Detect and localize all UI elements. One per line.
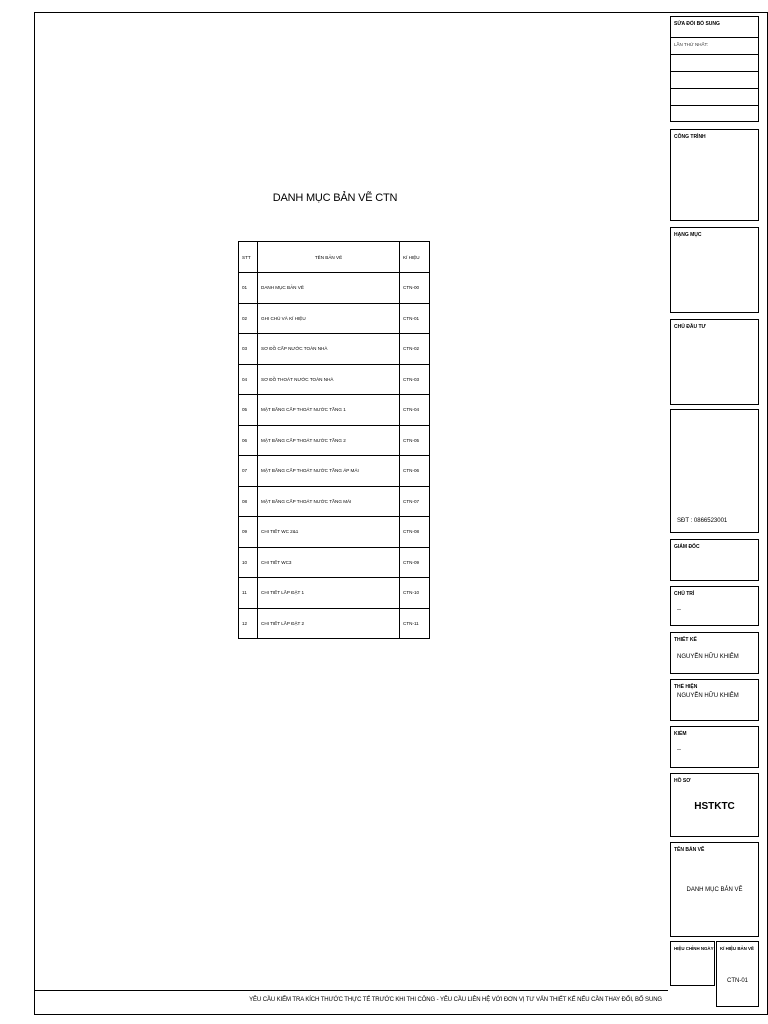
dossier-label: HỒ SƠ bbox=[674, 778, 691, 784]
drafter-box bbox=[670, 679, 759, 721]
header-stt: STT bbox=[239, 242, 258, 273]
row-stt: 06 bbox=[239, 425, 258, 456]
lead-label: CHỦ TRÌ bbox=[674, 591, 695, 597]
phone-number: SĐT : 0866523001 bbox=[677, 518, 728, 524]
project-label: CÔNG TRÌNH bbox=[674, 134, 706, 140]
row-stt: 07 bbox=[239, 456, 258, 487]
table-row bbox=[239, 273, 430, 304]
header-symbol: KÍ HIỆU bbox=[400, 242, 430, 273]
row-name: MẶT BẰNG CẤP THOÁT NƯỚC TẦNG ÁP MÁI bbox=[258, 456, 400, 487]
row-stt: 08 bbox=[239, 486, 258, 517]
bottom-note-strip bbox=[34, 990, 668, 1015]
row-symbol: CTN-03 bbox=[400, 364, 430, 395]
owner-detail-box bbox=[670, 409, 759, 533]
header-name: TÊN BẢN VẼ bbox=[258, 242, 400, 273]
sheet-name-value: DANH MỤC BẢN VẼ bbox=[686, 887, 743, 893]
row-name: CHI TIẾT LẮP ĐẶT 2 bbox=[258, 608, 400, 639]
designer-label: THIẾT KẾ bbox=[674, 637, 697, 643]
row-symbol: CTN-05 bbox=[400, 425, 430, 456]
director-label: GIÁM ĐỐC bbox=[674, 544, 700, 550]
revision-first: LẦN THỨ NHẤT: bbox=[674, 42, 709, 47]
footer-note: YÊU CẦU KIỂM TRA KÍCH THƯỚC THỰC TẾ TRƯỚC KHI THI CÔNG - YÊU CẦU LIÊN HỆ VỚI ĐƠN VỊ TƯ VẤN THIẾT KẾ NẾU CẦN THAY ĐỔI, BỔ SUNG bbox=[249, 997, 662, 1003]
sheet-name-box bbox=[670, 842, 759, 937]
row-stt: 12 bbox=[239, 608, 258, 639]
table-row bbox=[239, 334, 430, 365]
row-stt: 02 bbox=[239, 303, 258, 334]
row-name: SƠ ĐỒ THOÁT NƯỚC TOÀN NHÀ bbox=[258, 364, 400, 395]
lead-box bbox=[670, 586, 759, 626]
project-box bbox=[670, 129, 759, 221]
sheet-code-label: KÍ HIỆU BẢN VẼ bbox=[720, 946, 754, 951]
row-symbol: CTN-00 bbox=[400, 273, 430, 304]
row-name: SƠ ĐỒ CẤP NƯỚC TOÀN NHÀ bbox=[258, 334, 400, 365]
owner-box bbox=[670, 319, 759, 405]
dossier-value: HSTKTC bbox=[694, 801, 735, 812]
row-name: CHI TIẾT WC 2&1 bbox=[258, 517, 400, 548]
director-box bbox=[670, 539, 759, 581]
row-symbol: CTN-10 bbox=[400, 578, 430, 609]
row-symbol: CTN-01 bbox=[400, 303, 430, 334]
drawing-index-table bbox=[238, 241, 430, 639]
sheet-code-value: CTN-01 bbox=[726, 978, 748, 984]
dossier-box bbox=[670, 773, 759, 837]
row-name: CHI TIẾT LẮP ĐẶT 1 bbox=[258, 578, 400, 609]
row-symbol: CTN-07 bbox=[400, 486, 430, 517]
row-stt: 03 bbox=[239, 334, 258, 365]
drafter-label: THỂ HIỆN bbox=[674, 684, 698, 690]
designer-box bbox=[670, 632, 759, 674]
table-row bbox=[239, 364, 430, 395]
row-symbol: CTN-04 bbox=[400, 395, 430, 426]
table-row bbox=[239, 578, 430, 609]
table-row bbox=[239, 303, 430, 334]
table-row bbox=[239, 517, 430, 548]
owner-label: CHỦ ĐẦU TƯ bbox=[674, 324, 706, 330]
checker-box bbox=[670, 726, 759, 768]
row-name: DANH MỤC BẢN VẼ bbox=[258, 273, 400, 304]
row-name: MẶT BẰNG CẤP THOÁT NƯỚC TẦNG 2 bbox=[258, 425, 400, 456]
revision-date-box bbox=[670, 941, 715, 986]
row-symbol: CTN-11 bbox=[400, 608, 430, 639]
table-row bbox=[239, 547, 430, 578]
table-row bbox=[239, 456, 430, 487]
revision-label: SỬA ĐỔI BỔ SUNG bbox=[674, 21, 720, 27]
item-box bbox=[670, 227, 759, 313]
table-row bbox=[239, 395, 430, 426]
lead-value: -- bbox=[677, 607, 681, 613]
checker-label: KIỂM bbox=[674, 731, 687, 737]
row-symbol: CTN-08 bbox=[400, 517, 430, 548]
revision-date-label: HIỆU CHỈNH NGÀY bbox=[674, 946, 714, 951]
drawing-title: DANH MỤC BẢN VẼ CTN bbox=[272, 192, 398, 204]
item-label: HẠNG MỤC bbox=[674, 232, 702, 238]
table-row bbox=[239, 608, 430, 639]
sheet-name-label: TÊN BẢN VẼ bbox=[674, 847, 705, 853]
designer-value: NGUYỄN HỮU KHIÊM bbox=[677, 654, 739, 660]
row-name: CHI TIẾT WC3 bbox=[258, 547, 400, 578]
row-stt: 11 bbox=[239, 578, 258, 609]
sheet-code-box bbox=[716, 941, 759, 1007]
row-symbol: CTN-06 bbox=[400, 456, 430, 487]
row-name: GHI CHÚ VÀ KÍ HIỆU bbox=[258, 303, 400, 334]
table-row bbox=[239, 486, 430, 517]
table-row bbox=[239, 425, 430, 456]
checker-value: -- bbox=[677, 747, 681, 753]
row-name: MẶT BẰNG CẤP THOÁT NƯỚC TẦNG MÁI bbox=[258, 486, 400, 517]
row-stt: 10 bbox=[239, 547, 258, 578]
row-stt: 09 bbox=[239, 517, 258, 548]
row-stt: 05 bbox=[239, 395, 258, 426]
row-symbol: CTN-09 bbox=[400, 547, 430, 578]
row-symbol: CTN-02 bbox=[400, 334, 430, 365]
table-header-row bbox=[239, 242, 430, 273]
revision-box bbox=[670, 16, 759, 122]
drafter-value: NGUYỄN HỮU KHIÊM bbox=[677, 693, 739, 699]
row-name: MẶT BẰNG CẤP THOÁT NƯỚC TẦNG 1 bbox=[258, 395, 400, 426]
row-stt: 01 bbox=[239, 273, 258, 304]
row-stt: 04 bbox=[239, 364, 258, 395]
